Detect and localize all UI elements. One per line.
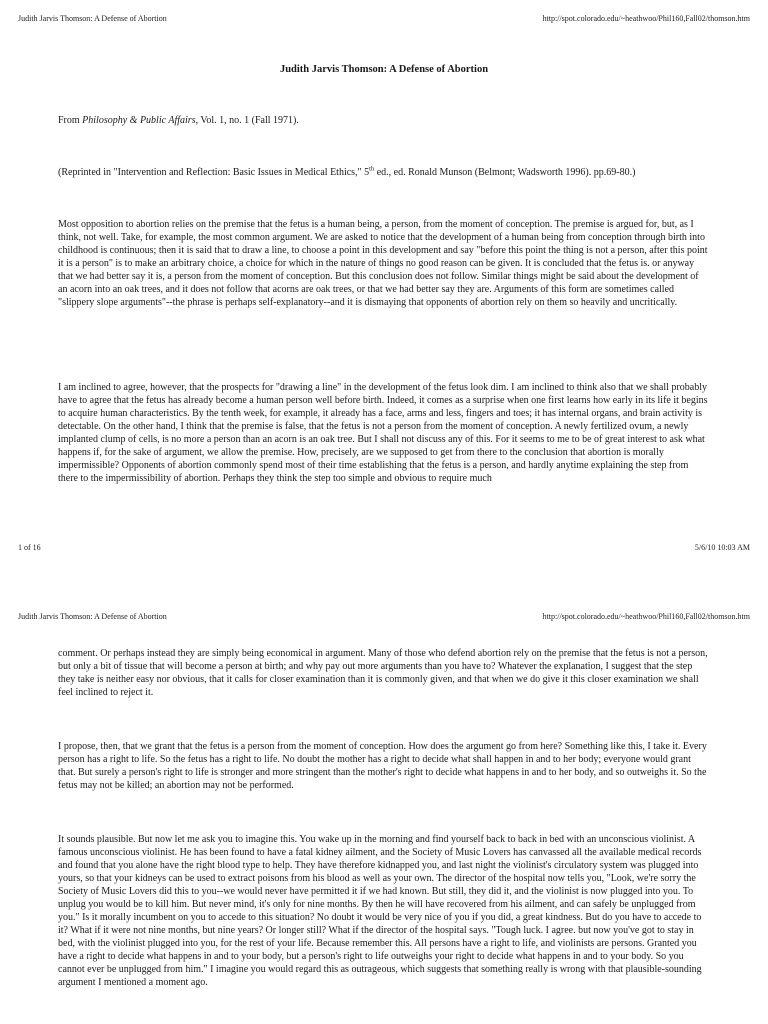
source-prefix: From (58, 115, 83, 126)
paragraph-5 (58, 833, 710, 989)
header-doc-title: Judith Jarvis Thomson: A Defense of Abortion (18, 14, 167, 23)
reprint-superscript: th (369, 165, 375, 173)
reprint-text-after: ed., ed. Ronald Munson (Belmont; Wadsworth 1996). pp.69-80.) (374, 167, 636, 178)
paragraph-2 (58, 381, 710, 485)
paragraph-4-text: I propose, then, that we grant that the fetus is a person from the moment of conception. How does the argument go from here? Something like this, I take it. Every person has a right to life. So the fetus has a right to life. No doubt the mother has a right to decide what shall happen in and to her body; everyone would grant that. But surely a person's right to life is stronger and more stringent than the mother's right to decide what happens in and to her body, and so outweighs it. So the fetus may not be killed; an abortion may not be performed. (58, 741, 707, 791)
paragraph-3-text: comment. Or perhaps instead they are simply being economical in argument. Many of those who defend abortion rely on the premise that the fetus is not a person, but only a bit of tissue that will become a person at birth; and why pay out more arguments than you have to? Whatever the explanation, I suggest that the step they take is neither easy nor obvious, that it calls for closer examination than it is commonly given, and that when we do give it this closer examination we shall feel inclined to reject it. (58, 648, 708, 698)
paragraph-3 (58, 647, 710, 699)
journal-name: Philosophy & Public Affairs (82, 115, 196, 126)
page-footer (18, 543, 750, 557)
paragraph-1-text: Most opposition to abortion relies on the premise that the fetus is a human being, a person, from the moment of conception. The premise is argued for, but, as I think, not well. Take, for example, the most common argument. We are asked to notice that the development of a human being from conception through birth into childhood is continuous; then it is said that to draw a line, to choose a point in this development and say "before this point the thing is not a person, after this point it is a person" is to make an arbitrary choice, a choice for which in the nature of things no good reason can be given. It is concluded that the fetus is. or anyway that we had better say it is, a person from the moment of conception. But this conclusion does not follow. Similar things might be said about the development of an acorn into an oak trees, and it does not follow that acorns are oak trees, or that we had better say they are. Arguments of this form are sometimes called "slippery slope arguments"--the phrase is perhaps self-explanatory--and it is dismaying that opponents of abortion rely on them so heavily and uncritically. (58, 219, 708, 308)
header-doc-title-2: Judith Jarvis Thomson: A Defense of Abortion (18, 612, 167, 621)
article-title: Judith Jarvis Thomson: A Defense of Abortion (279, 64, 489, 75)
paragraph-2-text: I am inclined to agree, however, that the prospects for "drawing a line" in the development of the fetus look dim. I am inclined to think also that we shall probably have to agree that the fetus has already become a human person well before birth. Indeed, it comes as a surprise when one first learns how early in its life it begins to acquire human characteristics. By the tenth week, for example, it already has a face, arms and less, fingers and toes; it has internal organs, and brain activity is detectable. On the other hand, I think that the premise is false, that the fetus is not a person from the moment of conception. A newly fertilized ovum, a newly implanted clump of cells, is no more a person than an acorn is an oak tree. But I shall not discuss any of this. For it seems to me to be of great interest to ask what happens if, for the sake of argument, we allow the premise. How, precisely, are we supposed to get from there to the conclusion that abortion is morally impermissible? Opponents of abortion commonly spend most of their time establishing that the fetus is a person, and hardly anytime explaining the step from there to the impermissibility of abortion. Perhaps they think the step too simple and obvious to require much (58, 382, 708, 484)
page-header (18, 14, 750, 28)
source-suffix: , Vol. 1, no. 1 (Fall 1971). (195, 115, 299, 126)
page-header-2 (18, 612, 750, 626)
header-url-link-2[interactable]: http://spot.colorado.edu/~heathwoo/Phil160,Fall02/thomson.htm (542, 612, 750, 621)
page-gap (0, 560, 768, 598)
footer-page-number: 1 of 16 (18, 543, 41, 552)
paragraph-5-text: It sounds plausible. But now let me ask you to imagine this. You wake up in the morning and find yourself back to back in bed with an unconscious violinist. A famous unconscious violinist. He has been found to have a fatal kidney ailment, and the Society of Music Lovers has canvassed all the available medical records and found that you alone have the right blood type to help. They have therefore kidnapped you, and last night the violinist's circulatory system was plugged into yours, so that your kidneys can be used to extract poisons from his blood as well as your own. The director of the hospital now tells you, "Look, we're sorry the Society of Music Lovers did this to you--we would never have permitted it if we had known. But still, they did it, and the violinist is now plugged into you. To unplug you would be to kill him. But never mind, it's only for nine months. By then he will have recovered from his ailment, and can safely be unplugged from you." Is it morally incumbent on you to accede to this situation? No doubt it would be very nice of you if you did, a great kindness. But do you have to accede to it? What if it were not nine months, but nine years? Or longer still? What if the director of the hospital says. "Tough luck. I agree. but now you've got to stay in bed, with the violinist plugged into you, for the rest of your life. Because remember this. All persons have a right to life, and violinists are persons. Granted you have a right to decide what happens in and to your body, but a person's right to life outweighs your right to decide what happens in and to your body. So you cannot ever be unplugged from him." I imagine you would regard this as outrageous, which suggests that something really is wrong with that plausible-sounding argument I mentioned a moment ago. (58, 834, 702, 988)
reprint-text-before: (Reprinted in "Intervention and Reflection: Basic Issues in Medical Ethics," 5 (58, 167, 370, 178)
source-citation (58, 114, 710, 127)
page-2-body (0, 647, 768, 1024)
footer-date: 5/6/10 10:03 AM (694, 543, 750, 552)
paragraph-1 (58, 218, 710, 309)
document-page-2 (0, 598, 768, 1024)
paragraph-4 (58, 740, 710, 792)
reprint-citation (58, 166, 710, 179)
header-url-link[interactable]: http://spot.colorado.edu/~heathwoo/Phil160,Fall02/thomson.htm (542, 14, 750, 23)
